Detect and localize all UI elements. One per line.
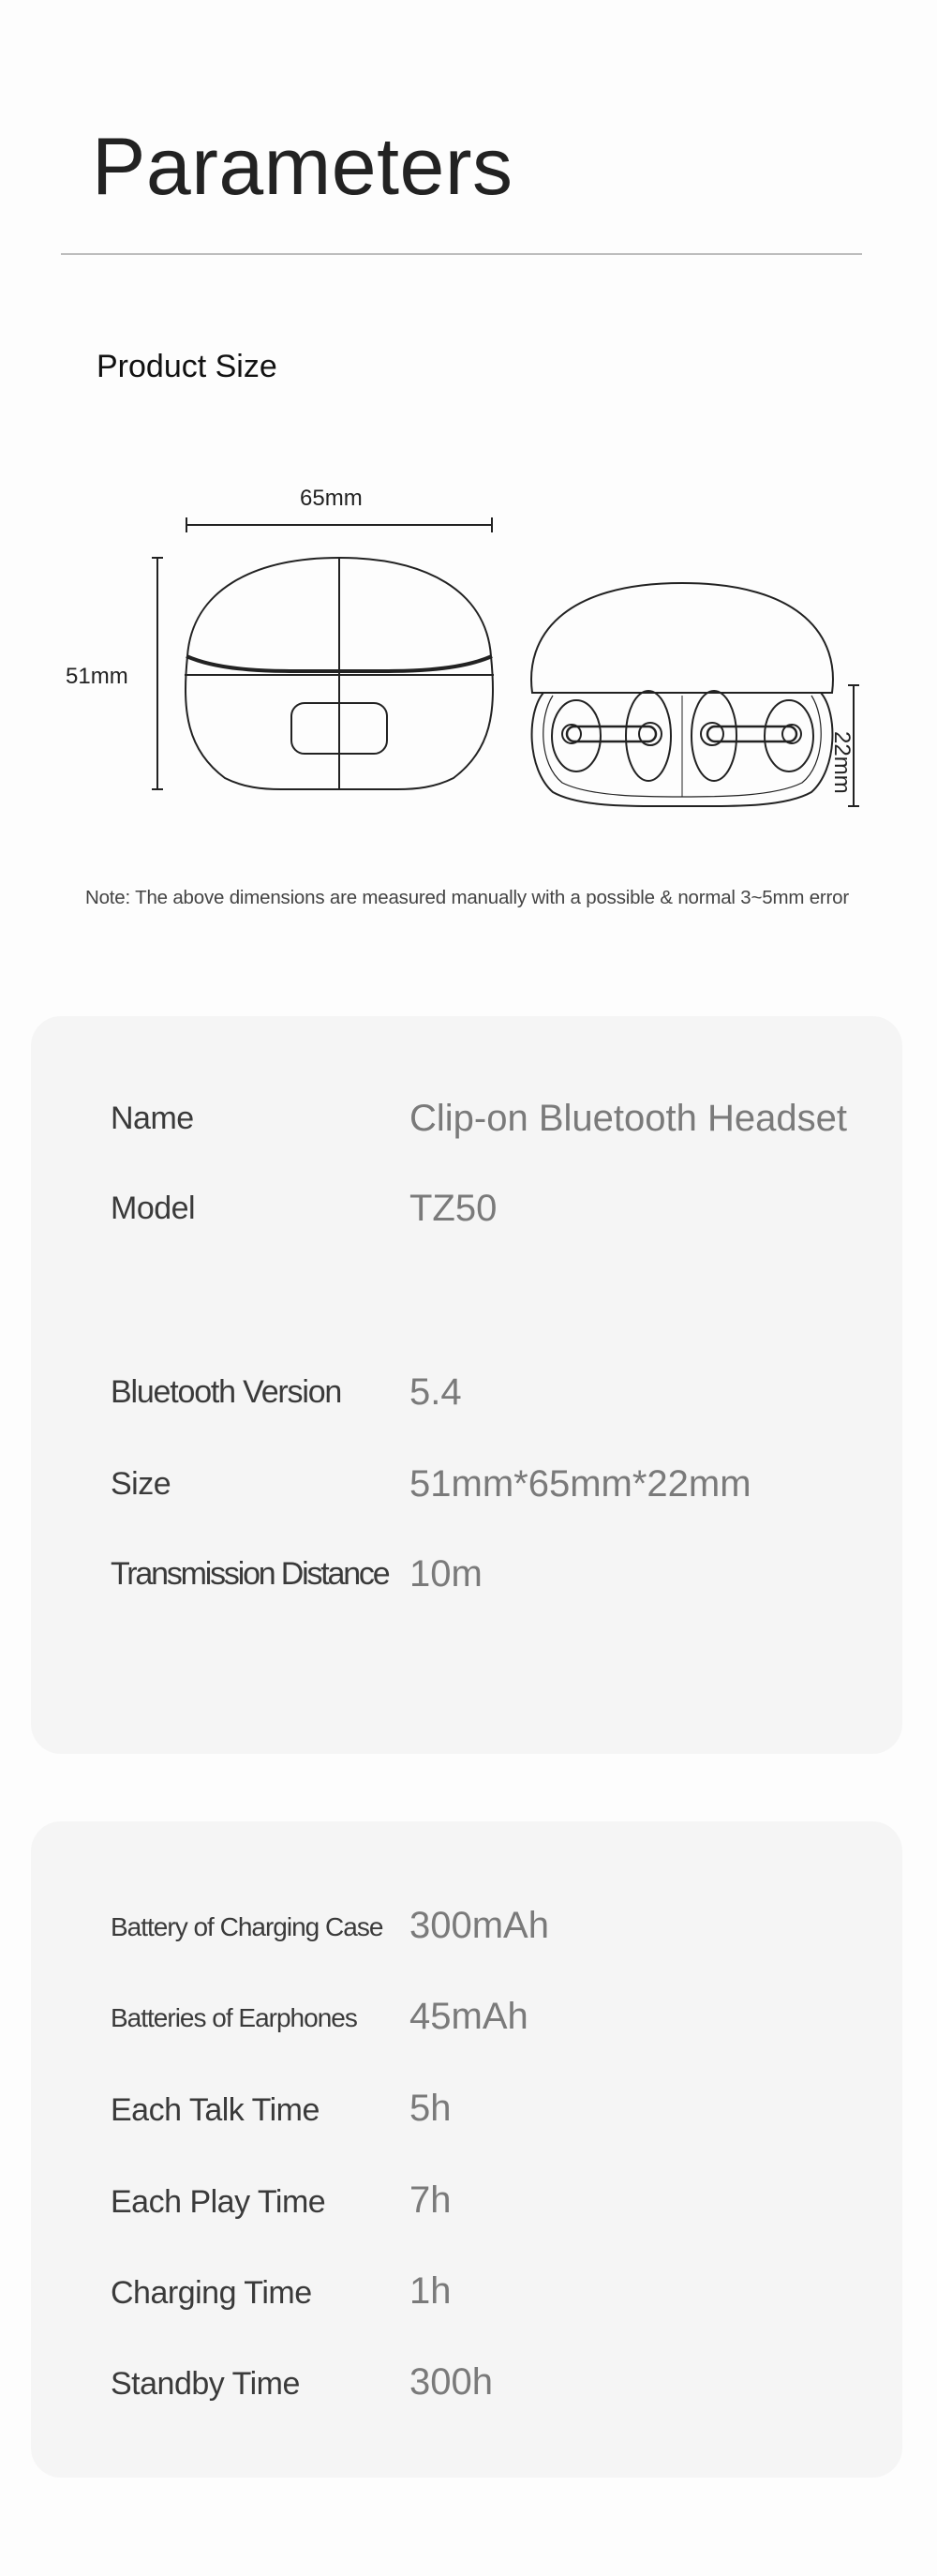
spec-value: Clip-on Bluetooth Headset	[409, 1098, 847, 1139]
spec-label: Model	[111, 1191, 196, 1226]
case-open-view	[531, 583, 833, 806]
title-divider	[61, 253, 862, 255]
product-size-heading: Product Size	[97, 349, 277, 384]
battery-value: 5h	[409, 2088, 452, 2129]
battery-value: 7h	[409, 2179, 452, 2221]
page-title: Parameters	[92, 122, 513, 212]
battery-value: 45mAh	[409, 1996, 528, 2037]
height-dimension-line	[152, 558, 163, 789]
spec-label: Name	[111, 1101, 194, 1136]
spec-label: Bluetooth Version	[111, 1374, 342, 1410]
spec-value: 10m	[409, 1553, 483, 1595]
spec-value: TZ50	[409, 1188, 498, 1229]
battery-label: Battery of Charging Case	[111, 1912, 383, 1941]
battery-label: Each Talk Time	[111, 2092, 320, 2128]
battery-label: Standby Time	[111, 2366, 300, 2402]
case-front-view	[185, 558, 494, 789]
spec-label: Transmission Distance	[111, 1556, 389, 1592]
battery-value: 1h	[409, 2270, 452, 2312]
height-label: 51mm	[66, 664, 128, 689]
product-dimension-drawing	[0, 450, 937, 937]
spec-value: 51mm*65mm*22mm	[409, 1463, 751, 1505]
battery-value: 300mAh	[409, 1905, 549, 1946]
measurement-note: Note: The above dimensions are measured manually with a possible & normal 3~5mm error	[85, 887, 849, 908]
spec-value: 5.4	[409, 1371, 462, 1413]
battery-value: 300h	[409, 2361, 493, 2403]
battery-label: Batteries of Earphones	[111, 2003, 357, 2032]
width-label: 65mm	[300, 486, 363, 511]
depth-label: 22mm	[829, 731, 855, 794]
battery-label: Charging Time	[111, 2275, 312, 2311]
width-dimension-line	[186, 517, 492, 532]
spec-label: Size	[111, 1466, 171, 1502]
battery-label: Each Play Time	[111, 2184, 326, 2220]
